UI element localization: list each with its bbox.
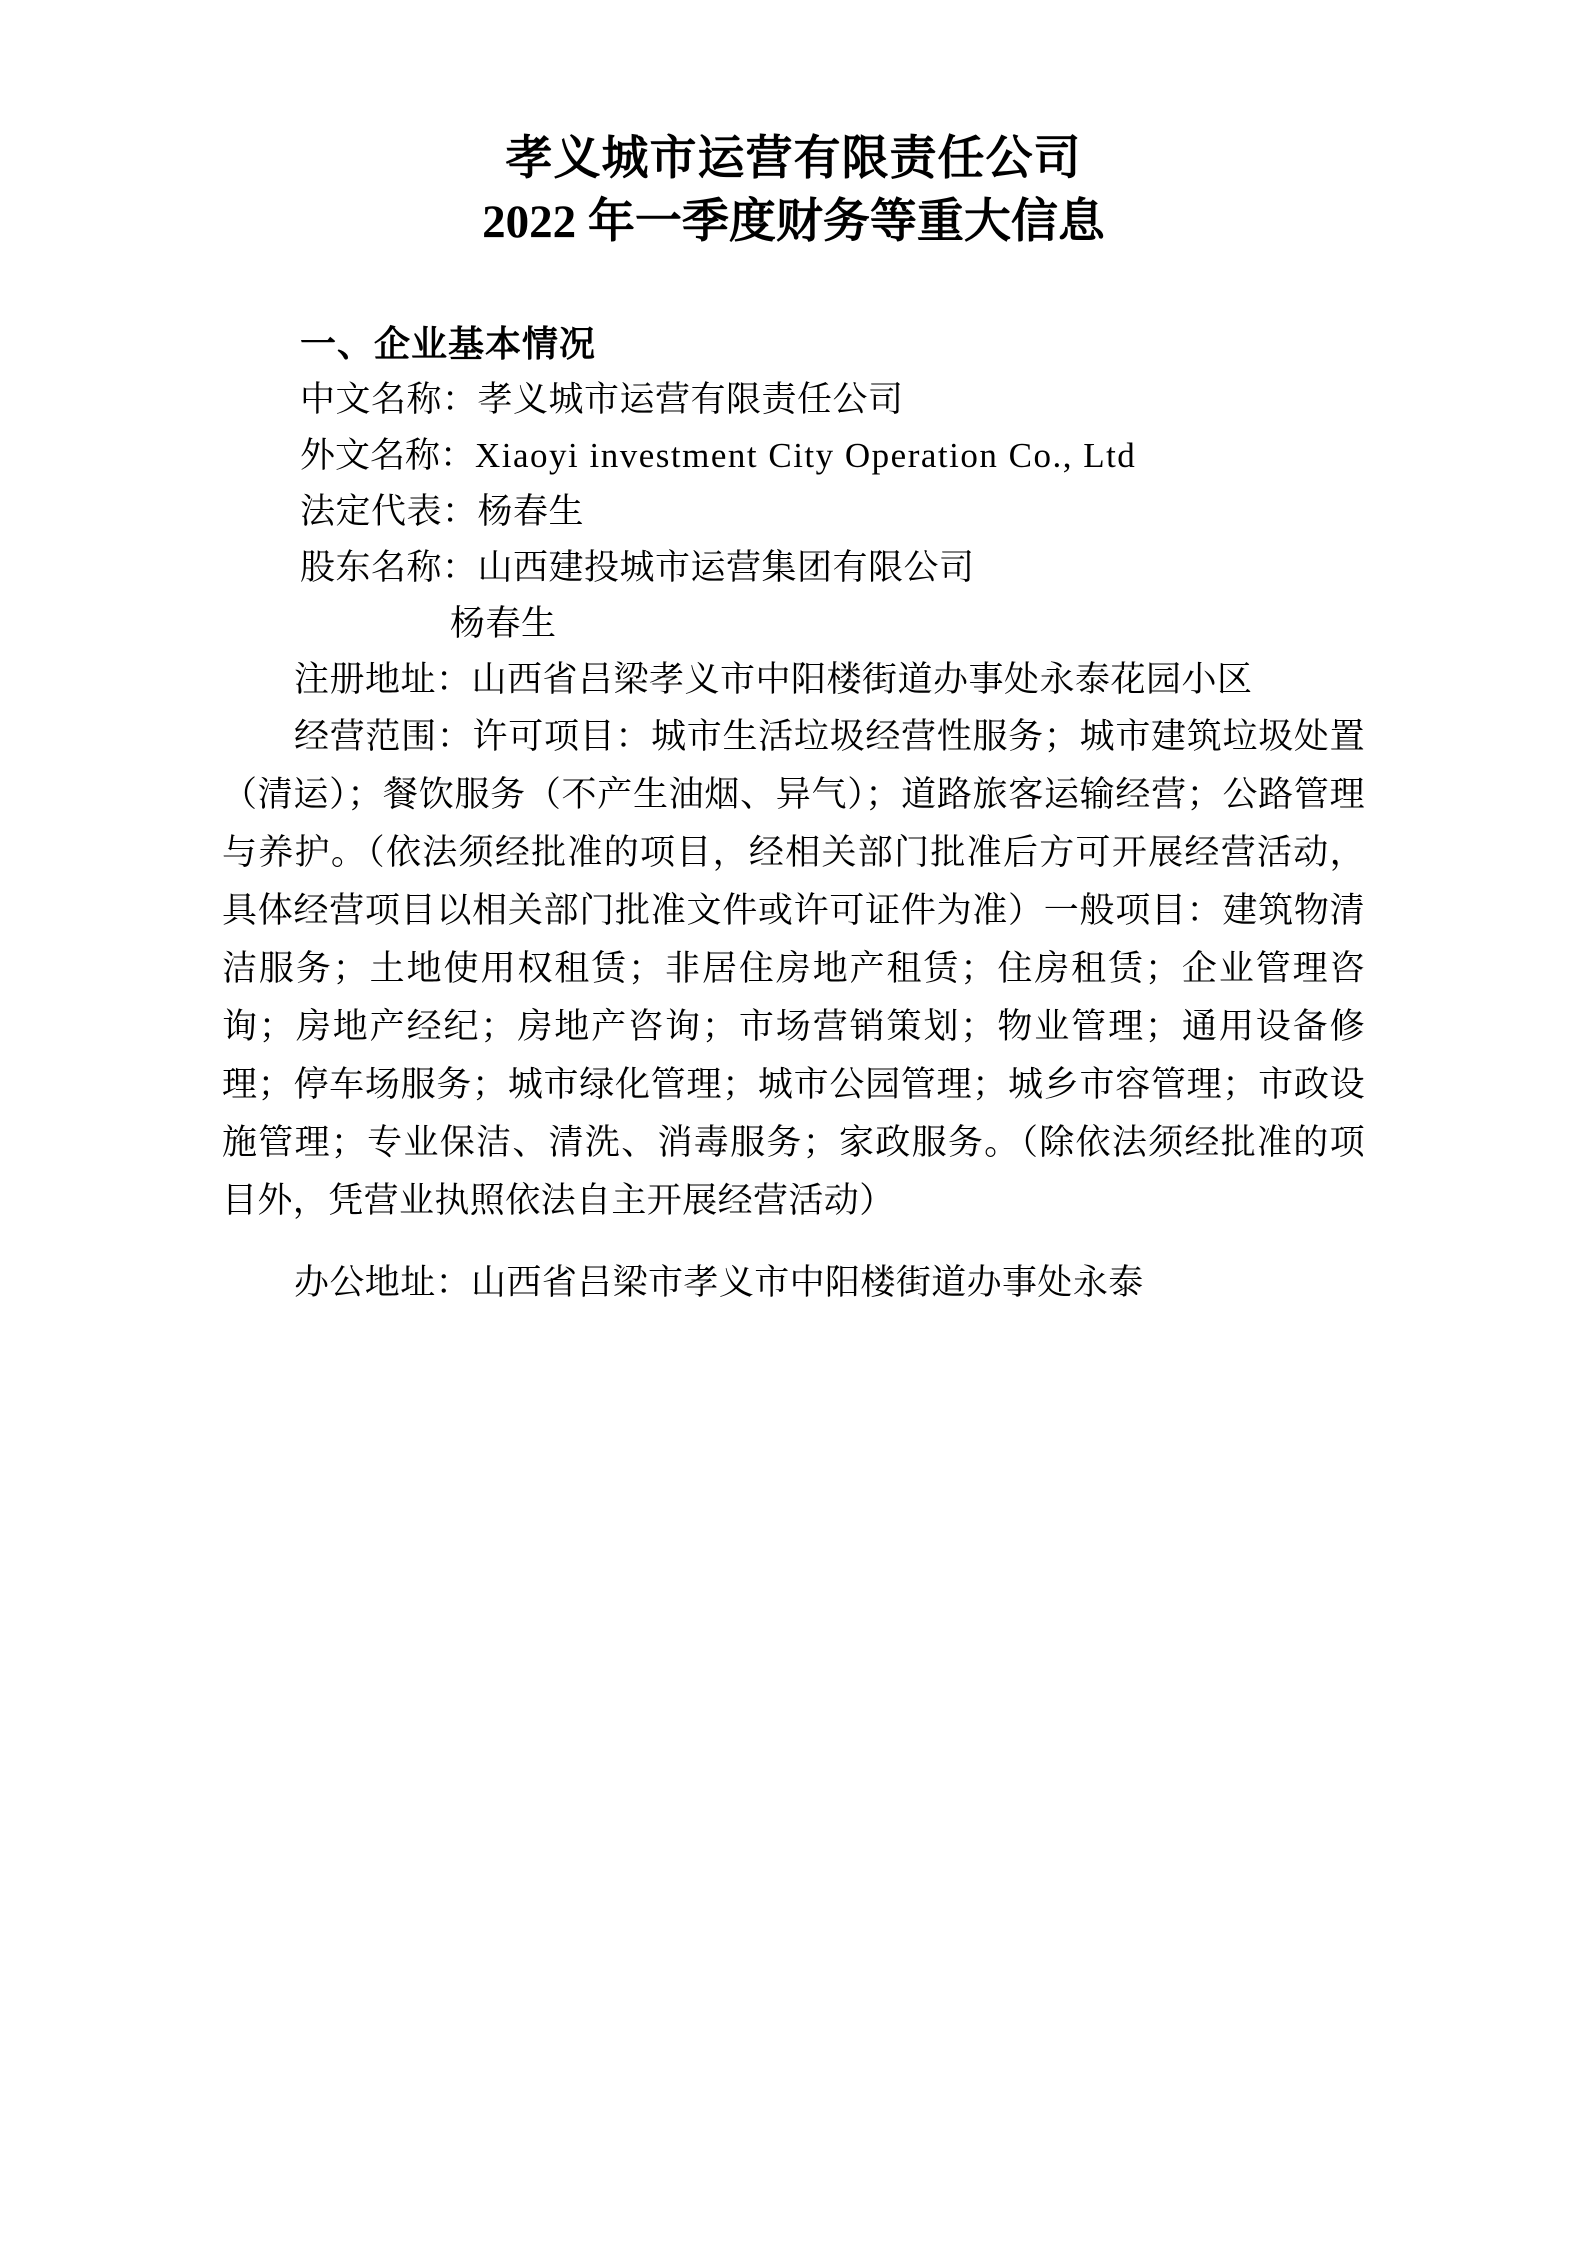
page-title — [222, 128, 1365, 254]
title-line-2: 2022 年一季度财务等重大信息 — [482, 196, 1105, 248]
field-shareholder-secondary — [450, 596, 1365, 652]
enterprise-basics-body — [222, 372, 1365, 1312]
foreign-name-value: Xiaoyi investment City Operation Co., Ltd — [475, 436, 1137, 475]
field-registered-address — [222, 652, 1365, 708]
office-address-label: 办公地址： — [294, 1263, 472, 1302]
legal-rep-label: 法定代表： — [300, 492, 478, 531]
page-content — [222, 0, 1365, 1312]
business-scope-label: 经营范围： — [294, 717, 473, 756]
paragraph-spacer — [222, 1230, 1365, 1254]
shareholder-value-primary: 山西建投城市运营集团有限公司 — [477, 548, 975, 587]
field-foreign-name — [300, 428, 1365, 484]
legal-rep-value: 杨春生 — [477, 492, 585, 531]
chinese-name-value: 孝义城市运营有限责任公司 — [477, 380, 904, 419]
field-chinese-name — [300, 372, 1365, 428]
chinese-name-label: 中文名称： — [300, 380, 478, 419]
field-office-address — [222, 1254, 1365, 1312]
field-shareholder — [300, 540, 1365, 596]
section-heading-enterprise-basics: 一、企业基本情况 — [300, 323, 597, 364]
title-line-1: 孝义城市运营有限责任公司 — [505, 133, 1082, 185]
shareholder-label: 股东名称： — [300, 548, 478, 587]
registered-address-value: 山西省吕梁孝义市中阳楼街道办事处永泰花园小区 — [471, 660, 1253, 699]
field-legal-representative — [300, 484, 1365, 540]
business-scope-value: 许可项目：城市生活垃圾经营性服务；城市建筑垃圾处置（清运）；餐饮服务（不产生油烟、异气）；道路旅客运输经营；公路管理与养护。（依法须经批准的项目，经相关部门批准后方可开展经营活动，具体经营项目以相关部门批准文件或许可证件为准）一般项目：建筑物清洁服务；土地使用权租赁；非居住房地产租赁；住房租赁；企业管理咨询；房地产经纪；房地产咨询；市场营销策划；物业管理；通用设备修理；停车场服务；城市绿化管理；城市公园管理；城乡市容管理；市政设施管理；专业保洁、清洗、消毒服务；家政服务。（除依法须经批准的项目外，凭营业执照依法自主开展经营活动） — [222, 717, 1365, 1220]
office-address-value: 山西省吕梁市孝义市中阳楼街道办事处永泰 — [471, 1263, 1144, 1302]
registered-address-label: 注册地址： — [294, 660, 472, 699]
shareholder-value-secondary: 杨春生 — [450, 604, 557, 643]
foreign-name-label: 外文名称： — [300, 436, 476, 475]
field-business-scope — [222, 708, 1365, 1230]
